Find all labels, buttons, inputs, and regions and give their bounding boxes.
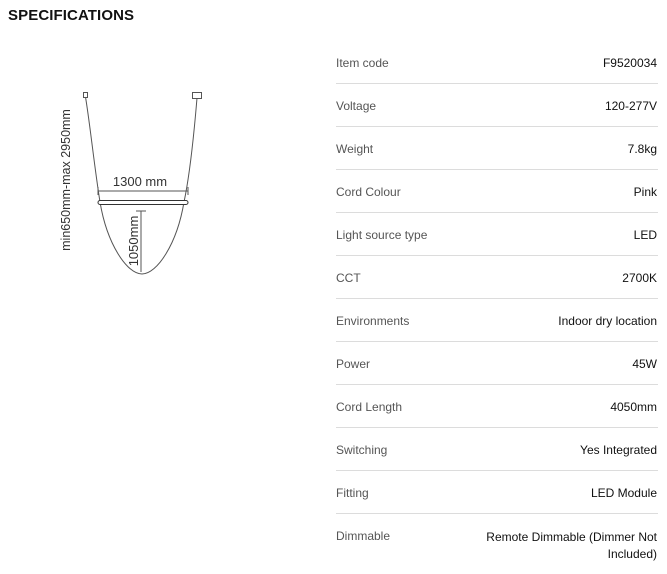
spec-row-fitting: [336, 471, 658, 514]
spec-value: Remote Dimmable (Dimmer Not Included): [486, 530, 657, 561]
spec-row-cct: [336, 256, 658, 299]
spec-row-item-code: [336, 41, 658, 84]
product-dimension-drawing: [52, 84, 222, 276]
spec-row-environments: [336, 299, 658, 342]
spec-value: LED: [633, 228, 657, 242]
spec-row-voltage: [336, 84, 658, 127]
spec-value: LED Module: [590, 486, 657, 500]
spec-label: Item code: [336, 56, 389, 70]
spec-value: 45W: [632, 357, 657, 371]
spec-row-weight: [336, 127, 658, 170]
spec-label: Voltage: [336, 99, 377, 113]
spec-value: 4050mm: [610, 400, 657, 414]
spec-label: Weight: [336, 142, 374, 156]
spec-label: Dimmable: [336, 529, 391, 543]
loop-cord: [100, 202, 184, 274]
spec-row-cord-colour: [336, 170, 658, 213]
spec-label: Switching: [336, 443, 388, 457]
spec-label: Power: [336, 357, 371, 371]
right-suspension-cord: [184, 98, 197, 202]
spec-row-cord-length: [336, 385, 658, 428]
spec-row-dimmable: [336, 514, 658, 574]
spec-label: CCT: [336, 271, 361, 285]
spec-label: Cord Length: [336, 400, 403, 414]
left-suspension-cord: [86, 97, 101, 202]
spec-label: Environments: [336, 314, 410, 328]
left-ceiling-mount: [84, 93, 88, 98]
spec-value: 7.8kg: [627, 142, 657, 156]
drop-dimension-label: 1050mm: [126, 215, 141, 267]
spec-row-switching: [336, 428, 658, 471]
spec-row-light-source-type: [336, 213, 658, 256]
spec-value: Pink: [633, 185, 657, 199]
spec-label: Cord Colour: [336, 185, 401, 199]
width-dimension-label: 1300 mm: [112, 174, 168, 189]
spec-value: Indoor dry location: [558, 314, 657, 328]
spec-label: Light source type: [336, 228, 428, 242]
spec-value: Yes Integrated: [580, 443, 657, 457]
light-bar: [98, 201, 188, 205]
spec-row-power: [336, 342, 658, 385]
suspension-range-label: min650mm-max 2950mm: [59, 109, 73, 251]
spec-label: Fitting: [336, 486, 369, 500]
specifications-table: [336, 41, 658, 574]
spec-value: F9520034: [602, 56, 657, 70]
right-ceiling-mount: [193, 93, 202, 99]
page-title: SPECIFICATIONS: [8, 7, 135, 24]
spec-value: 120-277V: [604, 99, 657, 113]
spec-value: 2700K: [622, 271, 657, 285]
